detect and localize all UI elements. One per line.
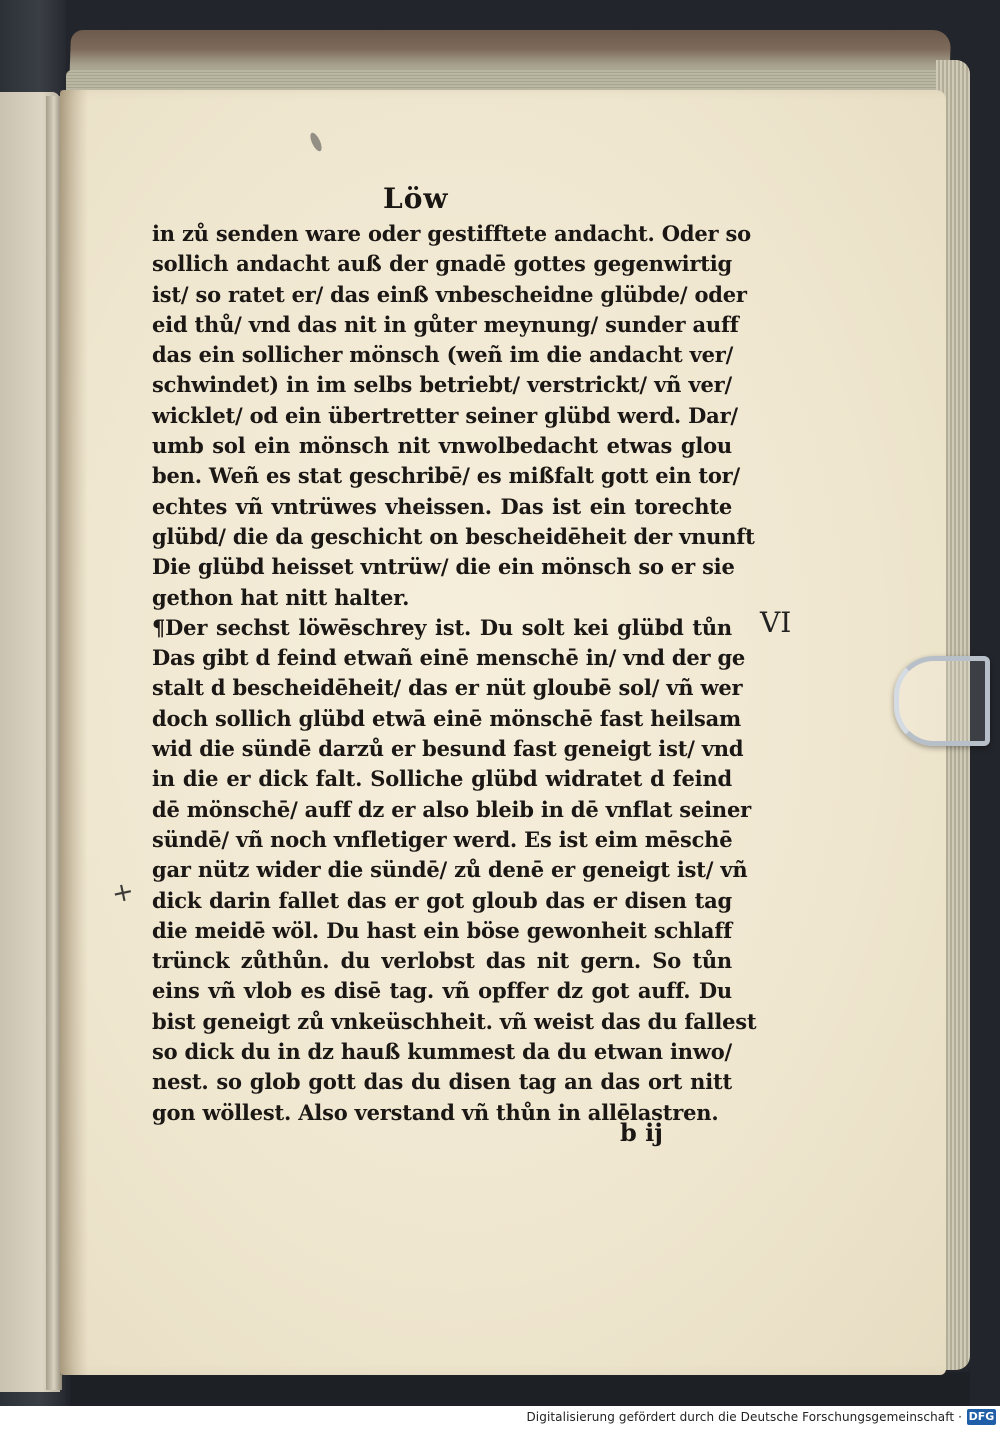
text-line: echtes vñ vntrüwes vheissen. Das ist ein torechte: [152, 493, 732, 519]
funding-credit: Digitalisierung gefördert durch die Deutsche Forschungsgemeinschaft ·: [526, 1410, 962, 1424]
text-line: die meidē wöl. Du hast ein böse gewonheit schlaff: [152, 917, 732, 943]
text-line: dē mönschē/ auff dz er also bleib in dē vnflat seiner: [152, 796, 751, 822]
text-line: Die glübd heisset vntrüw/ die ein mönsch so er sie: [152, 554, 735, 580]
text-line: gar nütz wider die sündē/ zů denē er geneigt ist/ vñ: [152, 857, 748, 883]
text-line: dick darin fallet das er got gloub das er disen tag: [152, 887, 732, 913]
text-line: gon wöllest. Also verstand vñ thůn in allēlastren.: [152, 1099, 719, 1125]
text-line: eid thů/ vnd das nit in gůter meynung/ sunder auff: [152, 311, 739, 337]
text-line: in zů senden ware oder gestifftete andacht. Oder so: [152, 221, 751, 246]
text-line: stalt d bescheidēheit/ das er nüt gloubē sol/ vñ wer: [152, 675, 743, 701]
dfg-logo: DFG: [968, 1410, 995, 1423]
text-line: wid die sündē darzů er besund fast geneigt ist/ vnd: [152, 736, 744, 762]
text-line: das ein sollicher mönsch (weñ im die andacht ver/: [152, 342, 734, 368]
text-line: sollich andacht auß der gnadē gottes gegenwirtig: [152, 251, 732, 277]
handwritten-cross-mark: +: [109, 876, 137, 910]
text-line: eins vñ vlob es disē tag. vñ opffer dz got auff. Du: [152, 978, 732, 1004]
text-line: gethon hat nitt halter.: [152, 584, 410, 610]
page-gutter-shadow: [60, 90, 88, 1375]
text-line: schwindet) in im selbs betriebt/ verstrickt/ vñ ver/: [152, 372, 732, 398]
text-line: ¶Der sechst löwēschrey ist. Du solt kei glübd tůn: [152, 614, 732, 640]
text-line: umb sol ein mönsch nit vnwolbedacht etwas glou: [152, 433, 732, 459]
signature-mark: b ij: [620, 1118, 663, 1147]
text-line: wicklet/ od ein übertretter seiner glübd werd. Dar/: [152, 402, 738, 428]
text-line: ist/ so ratet er/ das einß vnbescheidne glübde/ oder: [152, 281, 747, 307]
text-line: Das gibt d feind etwañ einē menschē in/ vnd der ge: [152, 645, 746, 671]
text-line: nest. so glob gott das du disen tag an das ort nitt: [152, 1069, 732, 1095]
text-line: glübd/ die da geschicht on bescheidēheit der vnunft: [152, 523, 755, 549]
running-head: Löw: [383, 182, 449, 215]
footer-bar: [0, 1406, 1000, 1429]
page-clip: [894, 656, 990, 746]
text-block: [152, 219, 757, 1128]
text-line: bist geneigt zů vnkeüschheit. vñ weist das du fallest: [152, 1008, 757, 1034]
text-line: in die er dick falt. Solliche glübd widratet d feind: [152, 766, 732, 792]
bottom-shadow: [70, 1372, 970, 1406]
text-line: sündē/ vñ noch vnfletiger werd. Es ist eim mēschē: [152, 826, 733, 852]
text-line: so dick du in dz hauß kummest da du etwan inwo/: [152, 1039, 732, 1065]
text-line: trünck zůthůn. du verlobst das nit gern. So tůn: [152, 948, 732, 974]
text-line: doch sollich glübd etwā einē mönschē fast heilsam: [152, 705, 742, 731]
text-line: ben. Weñ es stat geschribē/ es mißfalt gott ein tor/: [152, 463, 741, 489]
margin-note: VI: [760, 606, 792, 639]
